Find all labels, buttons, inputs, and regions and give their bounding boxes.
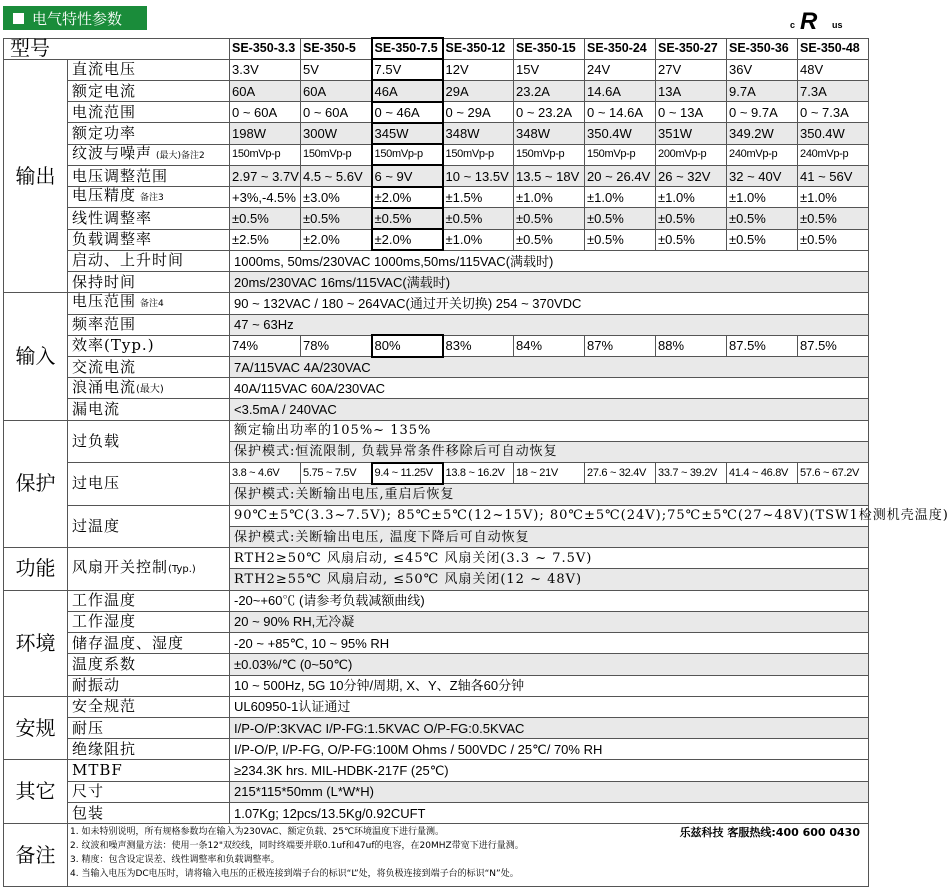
value-cell: 240mVp-p (727, 144, 798, 165)
row-label-text: 启动、上升时间 (72, 251, 185, 270)
table-row (4, 165, 869, 186)
row-label-text: 安全规范 (72, 697, 137, 716)
value-cell: 15V (514, 59, 585, 80)
value-cell: 41.4 ~ 46.8V (727, 463, 798, 484)
value-cell: 60A (301, 80, 372, 101)
value-cell: 46A (372, 80, 443, 101)
value-cell: 87.5% (727, 335, 798, 356)
note-line: 4. 当输入电压为DC电压时，请将输入电压的正极连接到端子台的标识“L”处，将负极连接到端子台的标识“N”处。 (70, 869, 519, 880)
value-cell: 18 ~ 21V (514, 463, 585, 484)
row-label (68, 590, 230, 611)
row-label-text: 直流电压 (72, 60, 137, 79)
other-value: 215*115*50mm (L*W*H) (230, 781, 869, 802)
value-cell: 3.3V (230, 59, 301, 80)
group-notes: 备注 (4, 824, 68, 887)
row-label (68, 675, 230, 696)
row-label (68, 548, 230, 590)
table-row (4, 633, 869, 654)
model-header: SE-350-12 (443, 38, 514, 59)
model-header: SE-350-7.5 (372, 38, 443, 59)
row-label-text: 过负载 (72, 431, 121, 450)
value-cell: 0 ~ 7.3A (798, 102, 869, 123)
value-cell: ±2.0% (372, 187, 443, 208)
value-cell: 198W (230, 123, 301, 144)
row-label-text: MTBF (72, 761, 123, 780)
row-label-text: 电压精度 (72, 186, 137, 205)
freq-value: 47 ~ 63Hz (230, 314, 869, 335)
value-cell: 0 ~ 60A (230, 102, 301, 123)
row-label (68, 718, 230, 739)
table-row (4, 144, 869, 165)
row-label (68, 739, 230, 760)
value-cell: 24V (585, 59, 656, 80)
row-label-text: 频率范围 (72, 315, 137, 334)
table-row (4, 59, 869, 80)
safety-value: UL60950-1认证通过 (230, 696, 869, 717)
row-label-note: 备注4 (140, 299, 164, 310)
table-row (4, 357, 869, 378)
value-cell: ±1.0% (514, 187, 585, 208)
value-cell: ±1.0% (798, 187, 869, 208)
row-label-text: 额定电流 (72, 81, 137, 100)
value-cell: ±0.5% (301, 208, 372, 229)
group-output: 输出 (4, 59, 68, 293)
value-cell: ±0.5% (230, 208, 301, 229)
value-cell: 29A (443, 80, 514, 101)
row-label (68, 314, 230, 335)
hold-value: 20ms/230VAC 16ms/115VAC(满载时) (230, 272, 869, 293)
value-cell: 350.4W (585, 123, 656, 144)
square-bullet-icon (13, 13, 24, 24)
inrush-value: 40A/115VAC 60A/230VAC (230, 378, 869, 399)
table-row (4, 335, 869, 356)
row-label (68, 611, 230, 632)
value-cell: 7.3A (798, 80, 869, 101)
value-cell: 349.2W (727, 123, 798, 144)
value-cell: 41 ~ 56V (798, 165, 869, 186)
row-label-note: (最大)备注2 (156, 150, 205, 161)
value-cell: 80% (372, 335, 443, 356)
row-label-text: 过温度 (72, 516, 121, 535)
note-line: 2. 纹波和噪声测量方法：使用一条12"双绞线，同时终端要并联0.1uf和47uf的电容，在20MHZ带宽下进行量测。 (70, 841, 524, 852)
model-header: SE-350-3.3 (230, 38, 301, 59)
value-cell: 27.6 ~ 32.4V (585, 463, 656, 484)
note-line: 1. 如未特别说明，所有规格参数均在输入为230VAC、额定负载、25℃环境温度下进行量测。 (70, 827, 445, 838)
value-cell: 240mVp-p (798, 144, 869, 165)
value-cell: ±1.0% (656, 187, 727, 208)
model-header: SE-350-15 (514, 38, 585, 59)
row-label (68, 420, 230, 462)
table-row (4, 590, 869, 611)
value-cell: 200mVp-p (656, 144, 727, 165)
value-cell: ±2.0% (301, 229, 372, 250)
value-cell: 60A (230, 80, 301, 101)
table-row (4, 760, 869, 781)
group-protection: 保护 (4, 420, 68, 547)
row-label (68, 399, 230, 420)
value-cell: 0 ~ 60A (301, 102, 372, 123)
table-row (4, 781, 869, 802)
value-cell: 9.4 ~ 11.25V (372, 463, 443, 484)
value-cell: 12V (443, 59, 514, 80)
table-row (4, 314, 869, 335)
row-label (68, 463, 230, 505)
row-label (68, 250, 230, 271)
value-cell: ±3.0% (301, 187, 372, 208)
value-cell: ±0.5% (727, 208, 798, 229)
env-value: 20 ~ 90% RH,无冷凝 (230, 611, 869, 632)
value-cell: 10 ~ 13.5V (443, 165, 514, 186)
row-label (68, 654, 230, 675)
value-cell: 0 ~ 29A (443, 102, 514, 123)
value-cell: ±2.5% (230, 229, 301, 250)
value-cell: 350.4W (798, 123, 869, 144)
table-row (4, 250, 869, 271)
row-label-text: 工作湿度 (72, 612, 137, 631)
value-cell: 32 ~ 40V (727, 165, 798, 186)
row-label (68, 293, 230, 314)
value-cell: ±1.0% (727, 187, 798, 208)
section-title: 电气特性参数 (32, 9, 123, 28)
row-label (68, 229, 230, 250)
value-cell: ±0.5% (443, 208, 514, 229)
value-cell: 9.7A (727, 80, 798, 101)
table-row (4, 824, 869, 887)
value-cell: ±0.5% (514, 229, 585, 250)
row-label (68, 80, 230, 101)
value-cell: 13.5 ~ 18V (514, 165, 585, 186)
table-row (4, 739, 869, 760)
value-cell: 84% (514, 335, 585, 356)
row-label-text: 储存温度、湿度 (72, 633, 185, 652)
group-function: 功能 (4, 548, 68, 590)
table-row (4, 399, 869, 420)
value-cell: 5V (301, 59, 372, 80)
model-header: SE-350-36 (727, 38, 798, 59)
value-cell: 3.8 ~ 4.6V (230, 463, 301, 484)
row-label (68, 633, 230, 654)
model-label: 型号 (4, 38, 230, 59)
value-cell: 83% (443, 335, 514, 356)
value-cell: 348W (514, 123, 585, 144)
other-value: ≥234.3K hrs. MIL-HDBK-217F (25℃) (230, 760, 869, 781)
value-cell: 88% (656, 335, 727, 356)
safety-value: I/P-O/P, I/P-FG, O/P-FG:100M Ohms / 500VDC / 25℃/ 70% RH (230, 739, 869, 760)
row-label-text: 电压范围 (72, 292, 137, 311)
row-label (68, 335, 230, 356)
row-label (68, 165, 230, 186)
value-cell: 0 ~ 13A (656, 102, 727, 123)
env-value: -20 ~ +85℃, 10 ~ 95% RH (230, 633, 869, 654)
other-value: 1.07Kg; 12pcs/13.5Kg/0.92CUFT (230, 802, 869, 823)
row-label (68, 272, 230, 293)
row-label-text: 电压调整范围 (72, 166, 169, 185)
row-label-text: 交流电流 (72, 357, 137, 376)
row-label (68, 781, 230, 802)
row-label (68, 187, 230, 208)
value-cell: 13A (656, 80, 727, 101)
overload-mode: 保护模式:恒流限制, 负载异常条件移除后可自动恢复 (230, 441, 869, 462)
row-label-text: 风扇开关控制 (72, 558, 169, 577)
row-label (68, 760, 230, 781)
note-line: 3. 精度：包含设定误差、线性调整率和负载调整率。 (70, 855, 280, 866)
group-environment: 环境 (4, 590, 68, 696)
row-label (68, 505, 230, 547)
value-cell: 78% (301, 335, 372, 356)
section-header (3, 6, 147, 30)
value-cell: ±1.0% (585, 187, 656, 208)
table-row (4, 654, 869, 675)
model-header: SE-350-48 (798, 38, 869, 59)
table-row (4, 420, 869, 441)
value-cell: 351W (656, 123, 727, 144)
row-label (68, 696, 230, 717)
env-value: ±0.03%/℃ (0~50℃) (230, 654, 869, 675)
value-cell: 348W (443, 123, 514, 144)
value-cell: 20 ~ 26.4V (585, 165, 656, 186)
table-row (4, 505, 869, 526)
ac-current-value: 7A/115VAC 4A/230VAC (230, 357, 869, 378)
value-cell: +3%,-4.5% (230, 187, 301, 208)
row-label-text: 纹波与噪声 (72, 143, 153, 162)
value-cell: 6 ~ 9V (372, 165, 443, 186)
row-label-text: 额定功率 (72, 124, 137, 143)
row-label-text: 电流范围 (72, 102, 137, 121)
row-label-text: 线性调整率 (72, 208, 153, 227)
value-cell: 87% (585, 335, 656, 356)
notes-cell (68, 824, 869, 887)
group-other: 其它 (4, 760, 68, 824)
row-label (68, 123, 230, 144)
value-cell: 0 ~ 23.2A (514, 102, 585, 123)
value-cell: 74% (230, 335, 301, 356)
env-value: 10 ~ 500Hz, 5G 10分钟/周期, X、Y、Z轴各60分钟 (230, 675, 869, 696)
overtemp-value: 90℃±5℃(3.3~7.5V); 85℃±5℃(12~15V); 80℃±5℃(24V);75℃±5℃(27~48V)(TSW1检测机壳温度) (230, 505, 869, 526)
value-cell: 57.6 ~ 67.2V (798, 463, 869, 484)
value-cell: 2.97 ~ 3.7V (230, 165, 301, 186)
value-cell: ±0.5% (372, 208, 443, 229)
value-cell: ±0.5% (585, 208, 656, 229)
value-cell: 13.8 ~ 16.2V (443, 463, 514, 484)
group-safety: 安规 (4, 696, 68, 760)
table-row (4, 229, 869, 250)
row-label-text: 耐振动 (72, 676, 121, 695)
row-label-text: 浪涌电流 (72, 377, 137, 396)
row-label-text: 温度系数 (72, 654, 137, 673)
table-row (4, 80, 869, 101)
row-label-text: 包装 (72, 803, 105, 822)
row-label-note: (最大) (136, 383, 164, 395)
row-label-text: 尺寸 (72, 782, 105, 801)
env-value: -20~+60℃ (请参考负载减额曲线) (230, 590, 869, 611)
row-label-text: 耐压 (72, 718, 105, 737)
value-cell: 0 ~ 46A (372, 102, 443, 123)
overload-value: 额定输出功率的105%~ 135% (230, 420, 869, 441)
value-cell: ±0.5% (656, 208, 727, 229)
value-cell: 33.7 ~ 39.2V (656, 463, 727, 484)
table-row (4, 378, 869, 399)
spec-table (3, 36, 949, 887)
value-cell: 345W (372, 123, 443, 144)
table-row (4, 102, 869, 123)
table-row (4, 208, 869, 229)
value-cell: 150mVp-p (585, 144, 656, 165)
overvoltage-mode: 保护模式:关断输出电压,重启后恢复 (230, 484, 869, 505)
safety-value: I/P-O/P:3KVAC I/P-FG:1.5KVAC O/P-FG:0.5KVAC (230, 718, 869, 739)
row-label-text: 绝缘阻抗 (72, 739, 137, 758)
value-cell: 150mVp-p (372, 144, 443, 165)
value-cell: ±0.5% (656, 229, 727, 250)
value-cell: ±2.0% (372, 229, 443, 250)
value-cell: 7.5V (372, 59, 443, 80)
table-row (4, 696, 869, 717)
model-header: SE-350-5 (301, 38, 372, 59)
table-row (4, 187, 869, 208)
table-row (4, 675, 869, 696)
value-cell: ±0.5% (798, 229, 869, 250)
value-cell: 26 ~ 32V (656, 165, 727, 186)
table-row (4, 802, 869, 823)
startup-value: 1000ms, 50ms/230VAC 1000ms,50ms/115VAC(满载时) (230, 250, 869, 271)
overtemp-mode: 保护模式:关断输出电压, 温度下降后可自动恢复 (230, 526, 869, 547)
row-label (68, 144, 230, 165)
model-header: SE-350-24 (585, 38, 656, 59)
value-cell: 27V (656, 59, 727, 80)
row-label (68, 378, 230, 399)
input-voltage-value: 90 ~ 132VAC / 180 ~ 264VAC(通过开关切换) 254 ~ 370VDC (230, 293, 869, 314)
table-row (4, 293, 869, 314)
value-cell: 0 ~ 14.6A (585, 102, 656, 123)
row-label (68, 59, 230, 80)
row-label-note: (Typ.) (168, 564, 196, 576)
table-row (4, 272, 869, 293)
ul-certification-logo: c R us (790, 8, 843, 35)
row-label-text: 漏电流 (72, 400, 121, 419)
value-cell: ±0.5% (727, 229, 798, 250)
fan-value-2: RTH2≥55℃ 风扇启动, ≤50℃ 风扇关闭(12 ~ 48V) (230, 569, 869, 590)
table-row (4, 611, 869, 632)
table-row (4, 718, 869, 739)
row-label-text: 工作温度 (72, 591, 137, 610)
row-label-text: 过电压 (72, 474, 121, 493)
value-cell: 87.5% (798, 335, 869, 356)
value-cell: 4.5 ~ 5.6V (301, 165, 372, 186)
row-label (68, 102, 230, 123)
value-cell: 0 ~ 9.7A (727, 102, 798, 123)
fan-value-1: RTH2≥50℃ 风扇启动, ≤45℃ 风扇关闭(3.3 ~ 7.5V) (230, 548, 869, 569)
model-header: SE-350-27 (656, 38, 727, 59)
value-cell: 5.75 ~ 7.5V (301, 463, 372, 484)
value-cell: 14.6A (585, 80, 656, 101)
value-cell: 23.2A (514, 80, 585, 101)
value-cell: 36V (727, 59, 798, 80)
row-label-text: 保持时间 (72, 272, 137, 291)
value-cell: 150mVp-p (301, 144, 372, 165)
table-row (4, 123, 869, 144)
hotline-text: 乐兹科技 客服热线:400 600 0430 (679, 826, 860, 840)
row-label (68, 357, 230, 378)
row-label (68, 802, 230, 823)
table-row (4, 548, 869, 569)
row-label-note: 备注3 (140, 193, 164, 204)
row-label (68, 208, 230, 229)
value-cell: 150mVp-p (443, 144, 514, 165)
value-cell: ±0.5% (798, 208, 869, 229)
value-cell: 150mVp-p (230, 144, 301, 165)
value-cell: ±1.5% (443, 187, 514, 208)
value-cell: ±0.5% (514, 208, 585, 229)
row-label-text: 效率(Typ.) (72, 336, 155, 355)
value-cell: ±1.0% (443, 229, 514, 250)
group-input: 输入 (4, 293, 68, 420)
value-cell: 150mVp-p (514, 144, 585, 165)
value-cell: 48V (798, 59, 869, 80)
row-label-text: 负载调整率 (72, 230, 153, 249)
table-row (4, 463, 869, 484)
leakage-value: <3.5mA / 240VAC (230, 399, 869, 420)
value-cell: 300W (301, 123, 372, 144)
value-cell: ±0.5% (585, 229, 656, 250)
table-row (4, 38, 869, 59)
